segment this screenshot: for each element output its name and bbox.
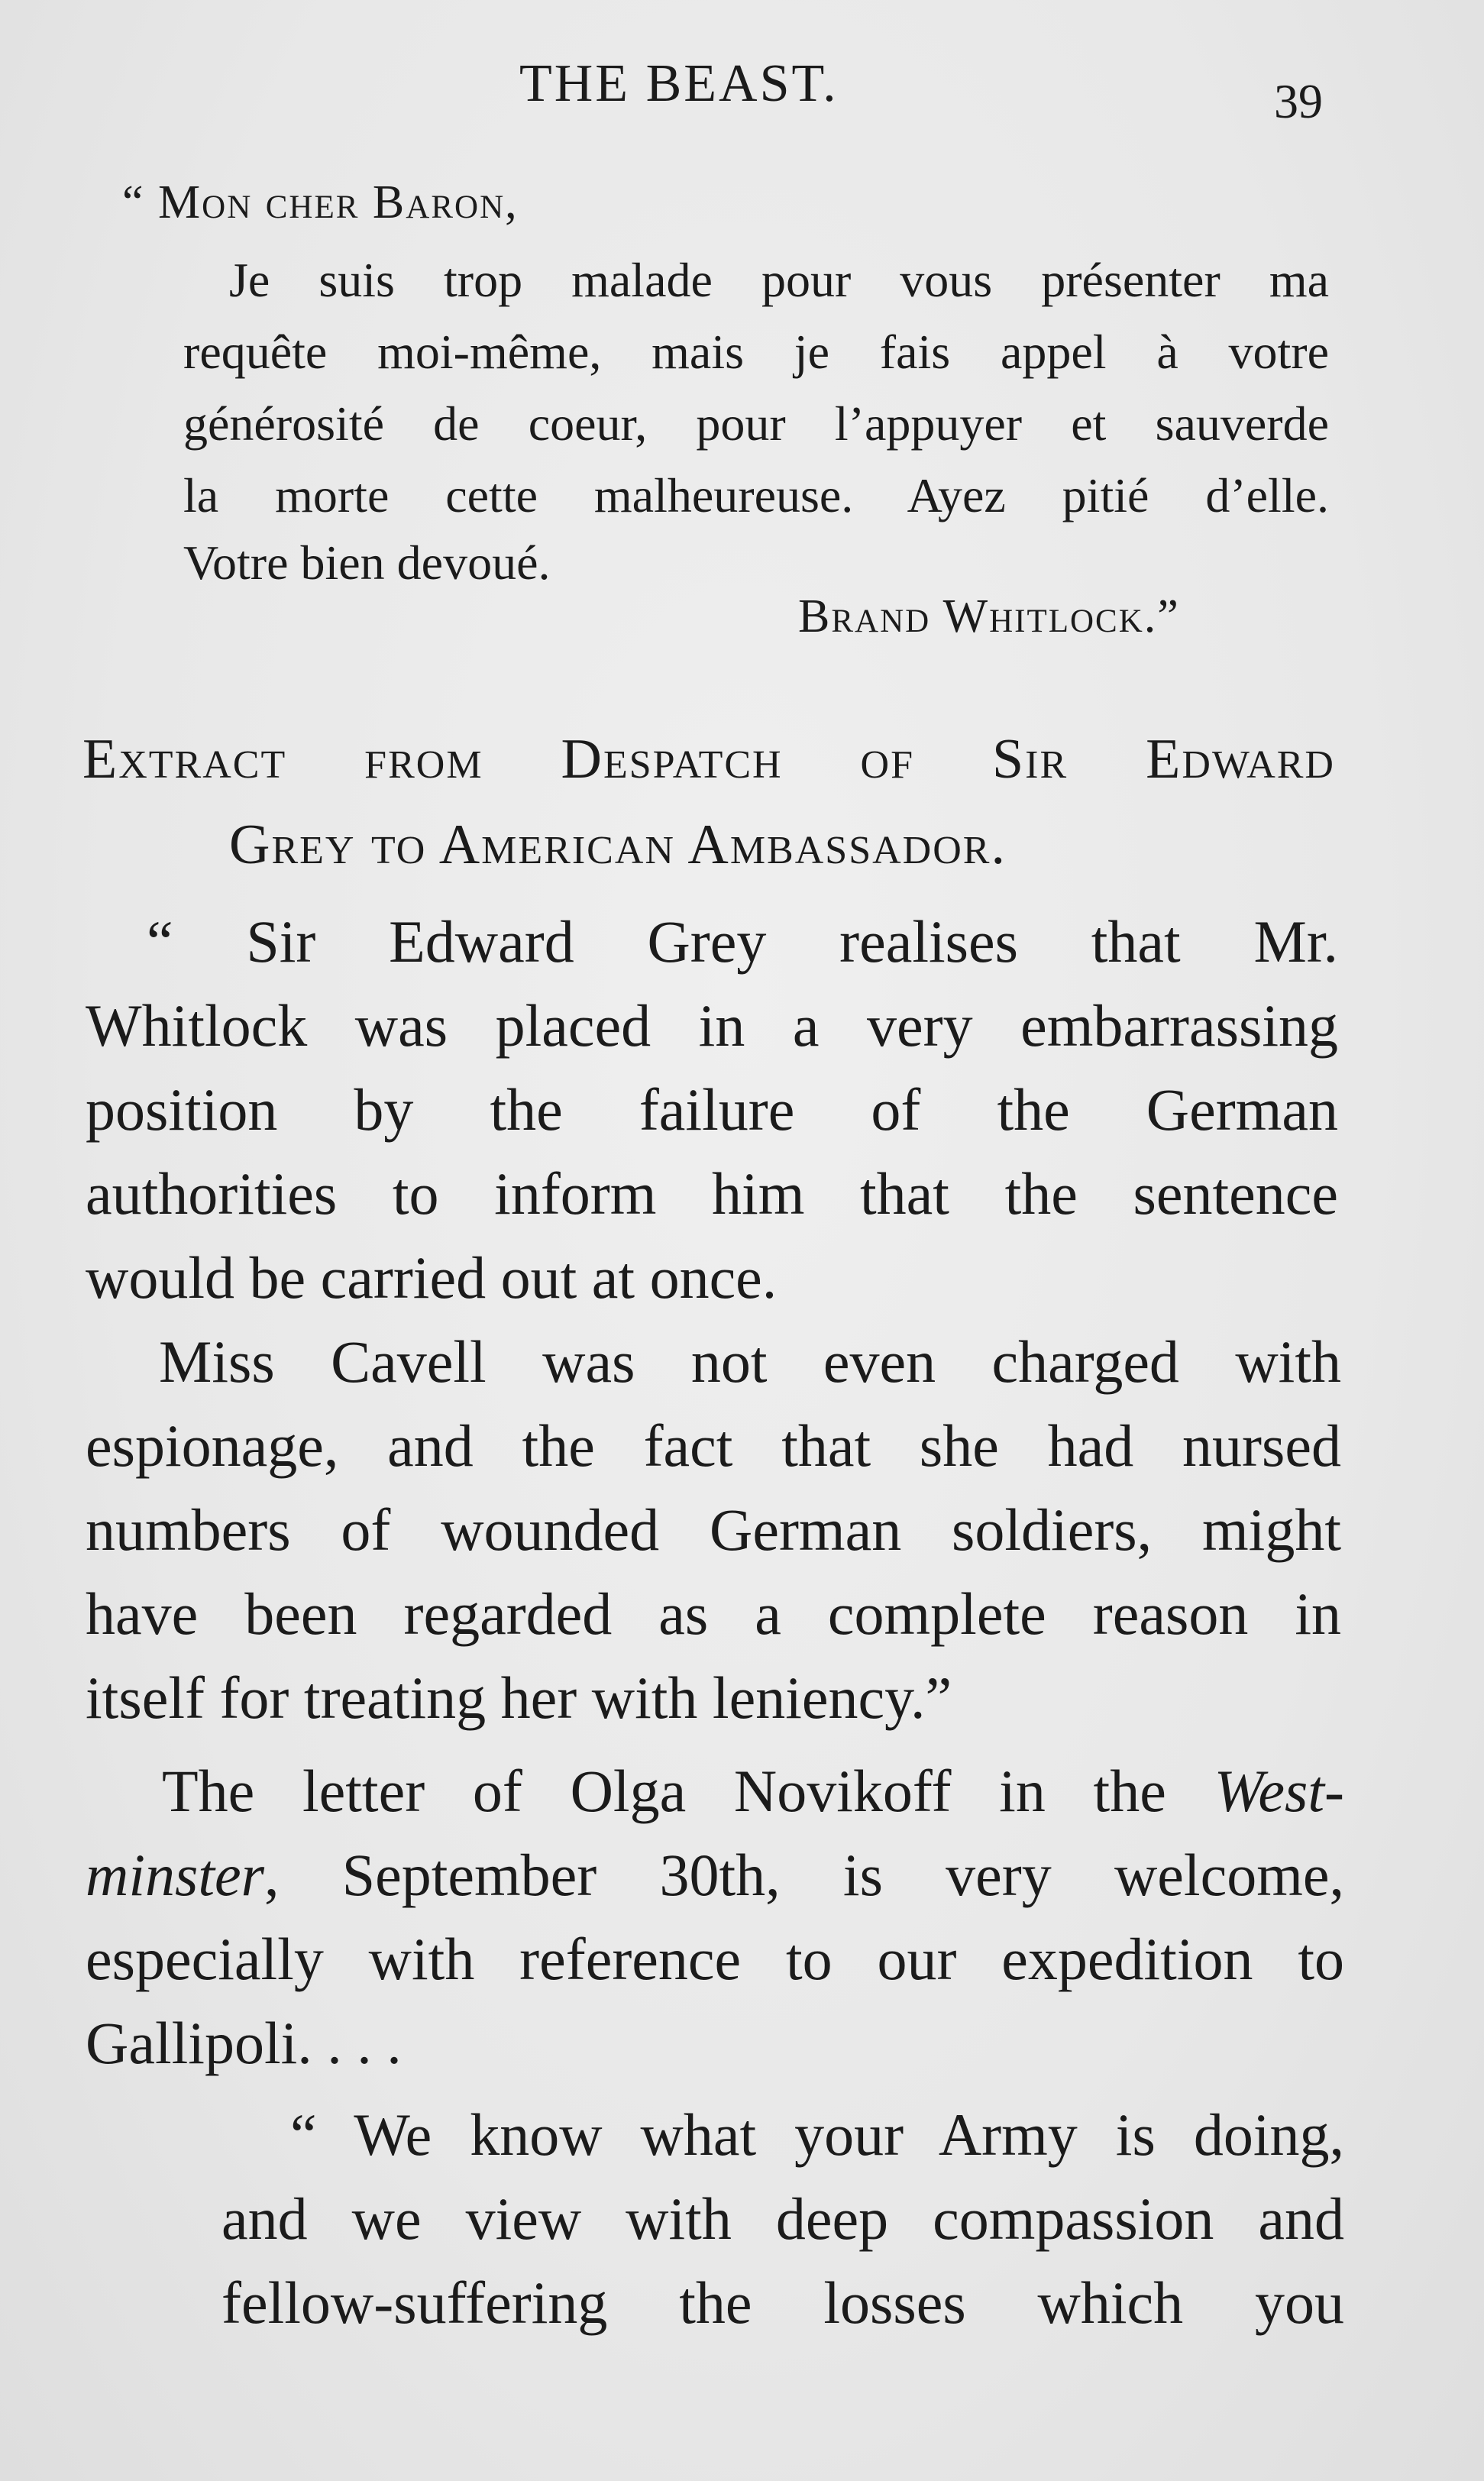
paragraph-text: , September 30th, is very welcome, — [264, 1842, 1344, 1908]
paragraph-line: numbers of wounded German soldiers, might — [86, 1496, 1341, 1563]
section-heading-line-2: Grey to American Ambassador. — [229, 814, 1007, 876]
paragraph-line: authorities to inform him that the sentence — [86, 1160, 1338, 1227]
quote-line: and we view with deep compassion and — [221, 2185, 1344, 2252]
paragraph-line: especially with reference to our expedition to — [86, 1926, 1344, 1992]
letter-line: générosité de coeur, pour l’appuyer et sauverde — [183, 396, 1329, 451]
paragraph-line: Whitlock was placed in a very embarrassing — [86, 992, 1338, 1059]
periodical-title: minster — [86, 1842, 264, 1908]
paragraph-line: would be carried out at once. — [86, 1244, 778, 1311]
letter-line: Votre bien devoué. — [183, 535, 551, 590]
paragraph-line: Gallipoli. . . . — [86, 2010, 402, 2076]
paragraph-line: itself for treating her with leniency.” — [86, 1664, 952, 1731]
paragraph-line — [86, 1841, 1344, 1910]
letter-signature: Brand Whitlock.” — [798, 590, 1180, 642]
letter-line: requête moi-même, mais je fais appel à votre — [183, 325, 1329, 379]
section-heading-line-1: Extract from Despatch of Sir Edward — [82, 728, 1335, 791]
quote-line: “ We know what your Army is doing, — [290, 2101, 1344, 2168]
paragraph-line — [162, 1757, 1344, 1826]
paragraph-line: “ Sir Edward Grey realises that Mr. — [147, 908, 1338, 975]
periodical-title: West- — [1214, 1758, 1344, 1824]
page-number: 39 — [1274, 74, 1323, 128]
letter-salutation: “ Mon cher Baron, — [122, 176, 519, 228]
paragraph-text: The letter of Olga Novikoff in the — [162, 1758, 1214, 1824]
paragraph-line: position by the failure of the German — [86, 1076, 1338, 1143]
quote-line: fellow-suffering the losses which you — [221, 2269, 1344, 2336]
letter-line: la morte cette malheureuse. Ayez pitié d’elle. — [183, 468, 1329, 522]
running-title: THE BEAST. — [519, 54, 839, 113]
letter-line: Je suis trop malade pour vous présenter ma — [229, 253, 1329, 307]
paragraph-line: Miss Cavell was not even charged with — [159, 1328, 1341, 1395]
paragraph-line: espionage, and the fact that she had nursed — [86, 1412, 1341, 1479]
paragraph-line: have been regarded as a complete reason in — [86, 1580, 1341, 1647]
